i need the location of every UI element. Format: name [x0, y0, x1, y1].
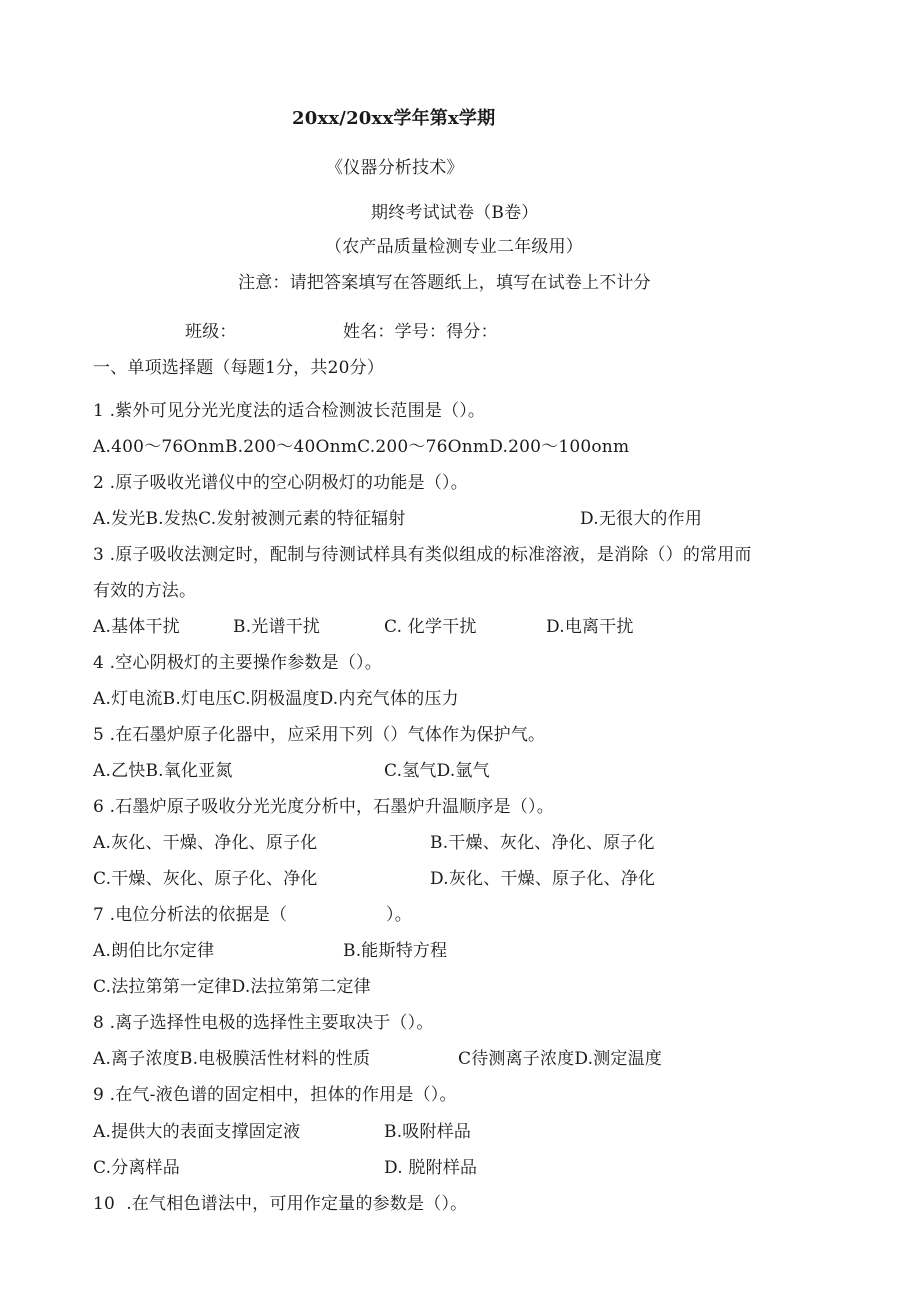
question-option: A.乙快B.氧化亚氮 — [93, 761, 233, 781]
question-stem-continued: 有效的方法。 — [93, 581, 197, 601]
question-option: D.灰化、干燥、原子化、净化 — [430, 869, 656, 889]
term-title: 20xx∕20xx学年第x学期 — [292, 108, 496, 129]
question-option: C.干燥、灰化、原子化、净化 — [93, 869, 318, 889]
question-option: A.基体干扰 — [93, 617, 180, 637]
question-option: C. 化学干扰 — [384, 617, 477, 637]
question-stem: 10 .在气相色谱法中，可用作定量的参数是（）。 — [93, 1194, 468, 1214]
exam-title: 期终考试试卷（B卷） — [371, 203, 539, 223]
question-option: A.离子浓度B.电极膜活性材料的性质 — [93, 1049, 371, 1069]
question-option: D.电离干扰 — [546, 617, 634, 637]
question-option: A.提供大的表面支撑固定液 — [93, 1122, 301, 1142]
question-stem: 6 .石墨炉原子吸收分光光度分析中，石墨炉升温顺序是（）。 — [93, 797, 554, 817]
question-stem: 2 .原子吸收光谱仪中的空心阴极灯的功能是（）。 — [93, 473, 468, 493]
question-option: D. 脱附样品 — [384, 1158, 478, 1178]
question-option: B.能斯特方程 — [343, 941, 448, 961]
course-title: 《仪器分析技术》 — [326, 158, 464, 178]
question-option: A.灯电流B.灯电压C.阴极温度D.内充气体的压力 — [93, 689, 459, 709]
question-option: C.氢气D.氩气 — [384, 761, 490, 781]
question-option: D.无很大的作用 — [580, 509, 703, 529]
question-option: B.光谱干扰 — [233, 617, 321, 637]
question-stem: 8 .离子选择性电极的选择性主要取决于（）。 — [93, 1013, 434, 1033]
question-option: C.法拉第第一定律D.法拉第第二定律 — [93, 977, 371, 997]
question-stem: 7 .电位分析法的依据是（ — [93, 905, 288, 925]
question-option: A.朗伯比尔定律 — [93, 941, 215, 961]
section-title: 一、单项选择题（每题1分，共20分） — [93, 358, 385, 378]
class-label: 班级： — [185, 322, 237, 342]
question-option: C.分离样品 — [93, 1158, 181, 1178]
question-option: A.发光B.发热C.发射被测元素的特征辐射 — [93, 509, 406, 529]
notice-line: 注意：请把答案填写在答题纸上，填写在试卷上不计分 — [238, 273, 651, 293]
audience-line: （农产品质量检测专业二年级用） — [325, 237, 583, 257]
question-option: B.干燥、灰化、净化、原子化 — [430, 833, 655, 853]
question-stem: 4 .空心阴极灯的主要操作参数是（）。 — [93, 653, 382, 673]
question-stem: 1 .紫外可见分光光度法的适合检测波长范围是（）。 — [93, 401, 486, 421]
question-option: C待测离子浓度D.测定温度 — [458, 1049, 663, 1069]
question-stem: 9 .在气-液色谱的固定相中，担体的作用是（）。 — [93, 1085, 457, 1105]
question-stem: 3 .原子吸收法测定时，配制与待测试样具有类似组成的标准溶液，是消除（）的常用而 — [93, 545, 752, 565]
name-id-score-label: 姓名：学号：得分： — [343, 322, 498, 342]
question-stem: 5 .在石墨炉原子化器中，应采用下列（）气体作为保护气。 — [93, 725, 546, 745]
question-option: A.400～76OnmB.200～40OnmC.200～76OnmD.200～100onm — [93, 437, 630, 457]
question-stem-end: ）。 — [386, 905, 412, 925]
question-option: B.吸附样品 — [384, 1122, 472, 1142]
question-option: A.灰化、干燥、净化、原子化 — [93, 833, 318, 853]
